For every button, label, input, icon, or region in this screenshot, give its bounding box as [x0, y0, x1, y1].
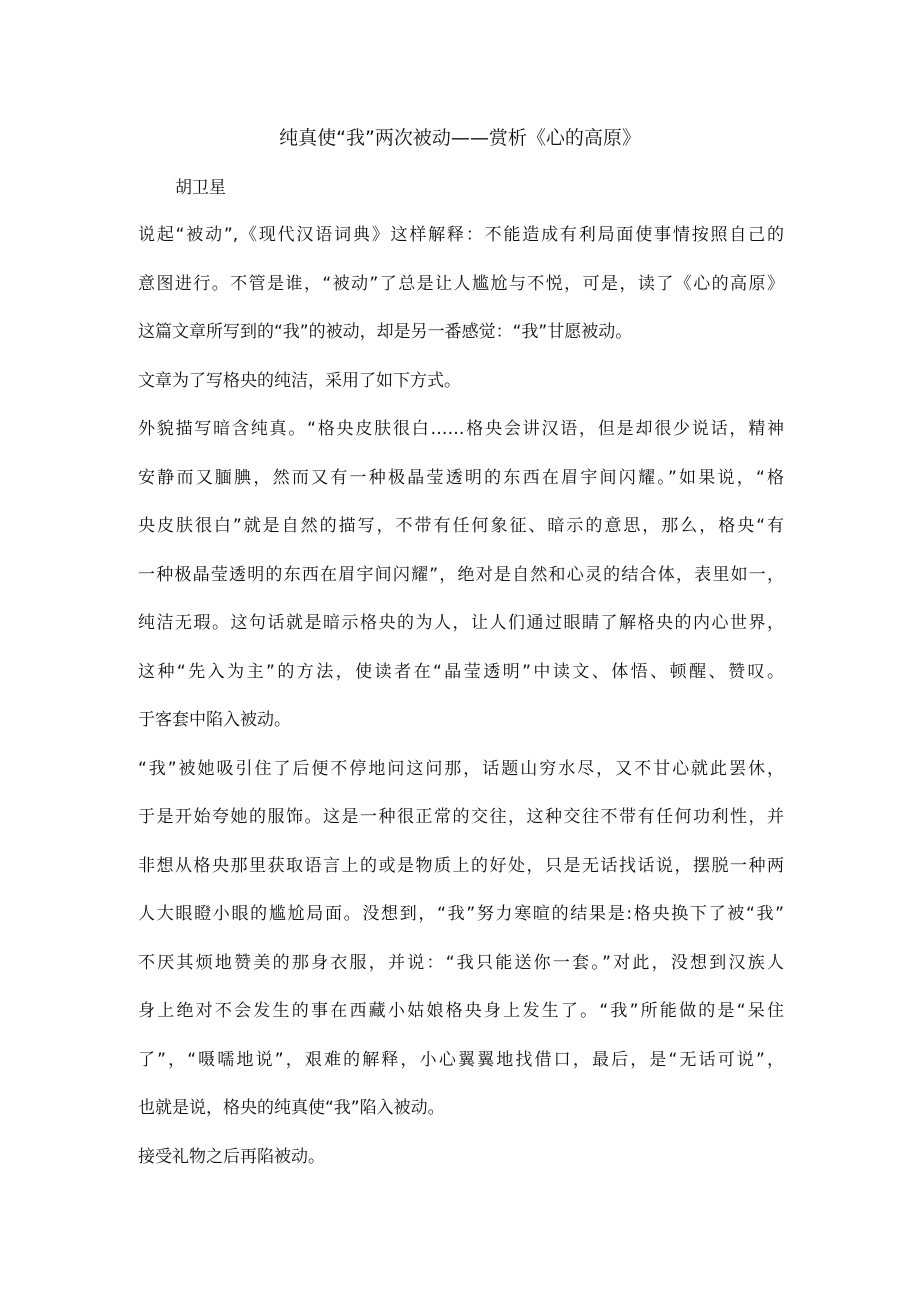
text-line: 意图进行。不管是谁，“被动”了总是让人尴尬与不悦，可是，读了《心的高原》 — [138, 273, 784, 294]
text-line: 非想从格央那里获取语言上的或是物质上的好处，只是无话找话说，摆脱一种两 — [138, 855, 784, 876]
text-line: 这篇文章所写到的“我”的被动，却是另一番感觉：“我”甘愿被动。 — [138, 322, 633, 342]
text-line: 了”，“嗫嚅地说”，艰难的解释，小心翼翼地找借口，最后，是“无话可说”， — [138, 1049, 784, 1070]
text-line: 外貌描写暗含纯真。“格央皮肤很白……格央会讲汉语，但是却很少说话，精神 — [138, 419, 784, 439]
text-line: 文章为了写格央的纯洁，采用了如下方式。 — [138, 370, 461, 391]
text-line: 一种极晶莹透明的东西在眉宇间闪耀”，绝对是自然和心灵的结合体，表里如一， — [138, 564, 784, 585]
document-title: 纯真使“我”两次被动——赏析《心的高原》 — [279, 127, 641, 149]
text-line: 不厌其烦地赞美的那身衣服，并说：“我只能送你一套。”对此，没想到汉族人 — [138, 952, 784, 973]
text-line: 说起“被动”,《现代汉语词典》这样解释：不能造成有利局面使事情按照自己的 — [138, 225, 784, 245]
text-line: 纯洁无瑕。这句话就是暗示格央的为人，让人们通过眼睛了解格央的内心世界， — [138, 613, 784, 633]
text-line: 安静而又腼腆，然而又有一种极晶莹透明的东西在眉宇间闪耀。”如果说，“格 — [138, 467, 784, 488]
text-line: “我”被她吸引住了后便不停地问这问那，话题山穷水尽，又不甘心就此罢休， — [138, 758, 784, 779]
text-line: 这种“先入为主”的方法，使读者在“晶莹透明”中读文、体悟、顿醒、赞叹。 — [138, 661, 784, 682]
article-body — [138, 220, 784, 1190]
text-line: 身上绝对不会发生的事在西藏小姑娘格央身上发生了。“我”所能做的是“呆住 — [138, 1001, 784, 1021]
text-line: 央皮肤很白”就是自然的描写，不带有任何象征、暗示的意思，那么，格央“有 — [138, 516, 784, 536]
author-name: 胡卫星 — [175, 178, 226, 198]
text-line: 人大眼瞪小眼的尴尬局面。没想到，“我”努力寒暄的结果是:格央换下了被“我” — [138, 904, 784, 924]
text-line: 接受礼物之后再陷被动。 — [138, 1146, 325, 1167]
text-line: 于客套中陷入被动。 — [138, 710, 291, 730]
text-line: 于是开始夸她的服饰。这是一种很正常的交往，这种交往不带有任何功利性，并 — [138, 807, 784, 827]
text-line: 也就是说，格央的纯真使“我”陷入被动。 — [138, 1098, 445, 1118]
